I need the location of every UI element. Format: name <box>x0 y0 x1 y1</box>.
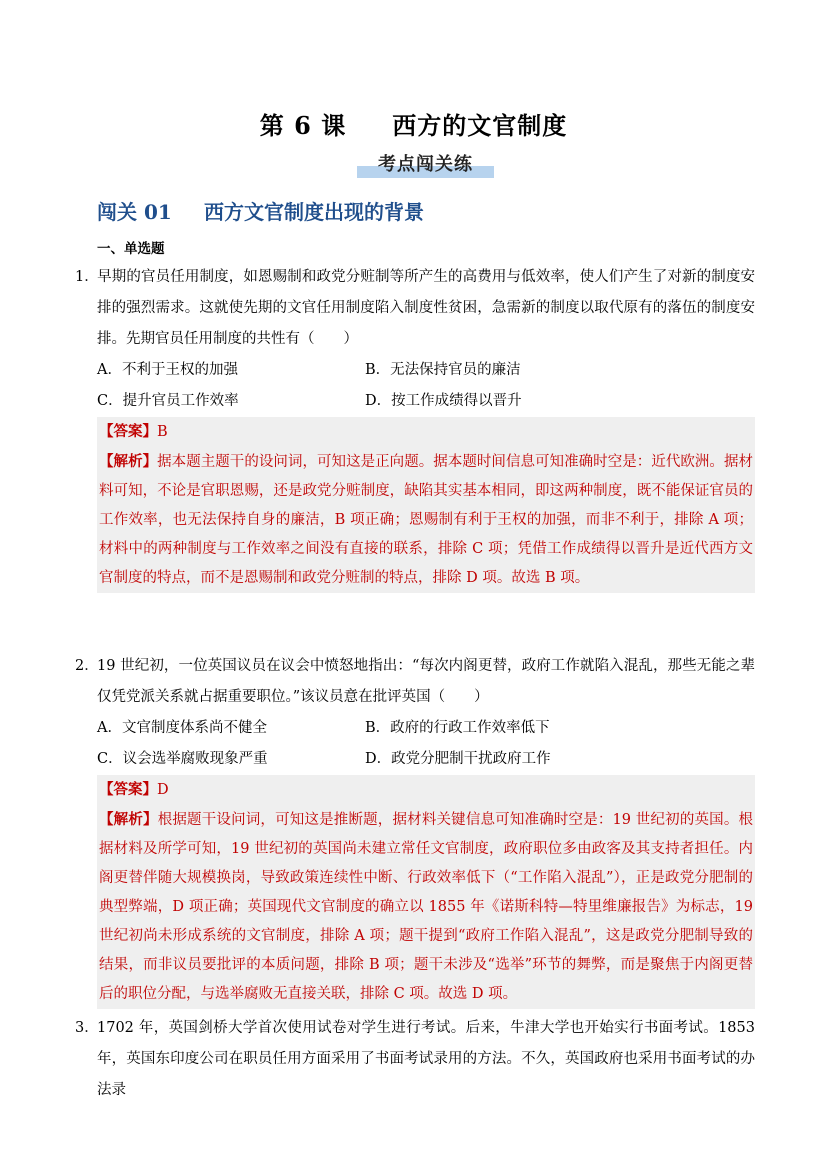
question-stem <box>75 262 755 355</box>
question-3 <box>75 1013 755 1106</box>
question-text: 19 世纪初，一位英国议员在议会中愤怒地指出：“每次内阁更替，政府工作就陷入混乱，那些无能之辈仅凭党派关系就占据重要职位。”该议员意在批评英国（ ） <box>97 658 755 705</box>
question-number: 3． <box>75 1020 99 1036</box>
lesson-number: 第 6 课 <box>259 111 347 140</box>
section-number: 闯关 01 <box>97 200 172 224</box>
analysis-paragraph <box>99 447 753 593</box>
analysis-label: 【解析】 <box>99 453 158 470</box>
question-stem <box>75 1013 755 1106</box>
options-grid <box>75 713 755 775</box>
question-text: 早期的官员任用制度，如恩赐制和政党分赃制等所产生的高费用与低效率，使人们产生了对新的制度安排的强烈需求。这就使先期的文官任用制度陷入制度性贫困，急需新的制度以取代原有的落伍的制度安排。先期官员任用制度的共性有（ ） <box>97 269 755 347</box>
answer-box <box>97 417 755 593</box>
exercise-badge <box>357 150 494 178</box>
option-d: D．政党分肥制干扰政府工作 <box>365 751 551 767</box>
analysis-paragraph <box>99 805 753 1009</box>
badge-text: 考点闯关练 <box>378 154 473 175</box>
answer-value: D <box>157 782 169 798</box>
answer-line <box>99 417 753 447</box>
answer-label: 【答案】 <box>99 781 157 798</box>
option-b: B．无法保持官员的廉洁 <box>365 362 521 378</box>
options-grid <box>75 355 755 417</box>
option-a: A．文官制度体系尚不健全 <box>97 720 267 736</box>
section-heading <box>97 196 424 225</box>
analysis-label: 【解析】 <box>99 811 158 828</box>
question-2 <box>75 651 755 1009</box>
option-c: C．提升官员工作效率 <box>97 393 239 409</box>
analysis-text: 据本题主题干的设问词，可知这是正向题。据本题时间信息可知准确时空是：近代欧洲。据材料可知，不论是官职恩赐，还是政党分赃制度，缺陷其实基本相同，即这两种制度，既不能保证官员的工作效率，也无法保持自身的廉洁，B 项正确；恩赐制有利于王权的加强，而非不利于，排除 A 项；材料中的两种制度与工作效率之间没有直接的联系，排除 C 项；凭借工作成绩得以晋升是近代西方文官制度的特点，而不是恩赐制和政党分赃制的特点，排除 D 项。故选 B 项。 <box>99 454 754 586</box>
lesson-title <box>0 106 827 141</box>
answer-line <box>99 775 753 805</box>
question-stem <box>75 651 755 713</box>
question-number: 1． <box>75 269 99 285</box>
lesson-name: 西方的文官制度 <box>392 111 568 140</box>
answer-box <box>97 775 755 1009</box>
option-a: A．不利于王权的加强 <box>97 362 238 378</box>
question-type-heading: 一、单选题 <box>97 241 165 257</box>
analysis-text: 根据题干设问词，可知这是推断题，据材料关键信息可知准确时空是：19 世纪初的英国。根据材料及所学可知，19 世纪初的英国尚未建立常任文官制度，政府职位多由政客及其支持者担任。内阁更替伴随大规模换岗，导致政策连续性中断、行政效率低下（“工作陷入混乱”），正是政党分肥制的典型弊端，D 项正确；英国现代文官制度的确立以 1855 年《诺斯科特—特里维廉报告》为标志，19 世纪初尚未形成系统的文官制度，排除 A 项；题干提到“政府工作陷入混乱”，这是政党分肥制导致的结果，而非议员要批评的本质问题，排除 B 项；题干未涉及“选举”环节的舞弊，而是聚焦于内阁更替后的职位分配，与选举腐败无直接关联，排除 C 项。故选 D 项。 <box>99 812 754 1002</box>
option-c: C．议会选举腐败现象严重 <box>97 751 268 767</box>
section-title: 西方文官制度出现的背景 <box>204 200 424 224</box>
answer-value: B <box>157 424 168 440</box>
question-text: 1702 年，英国剑桥大学首次使用试卷对学生进行考试。后来，牛津大学也开始实行书面考试。1853 年，英国东印度公司在职员任用方面采用了书面考试录用的方法。不久，英国政府也采用书面考试的办法录 <box>97 1020 755 1098</box>
question-number: 2． <box>75 658 99 674</box>
answer-label: 【答案】 <box>99 423 157 440</box>
option-d: D．按工作成绩得以晋升 <box>365 393 522 409</box>
option-b: B．政府的行政工作效率低下 <box>365 720 550 736</box>
question-1 <box>75 262 755 593</box>
